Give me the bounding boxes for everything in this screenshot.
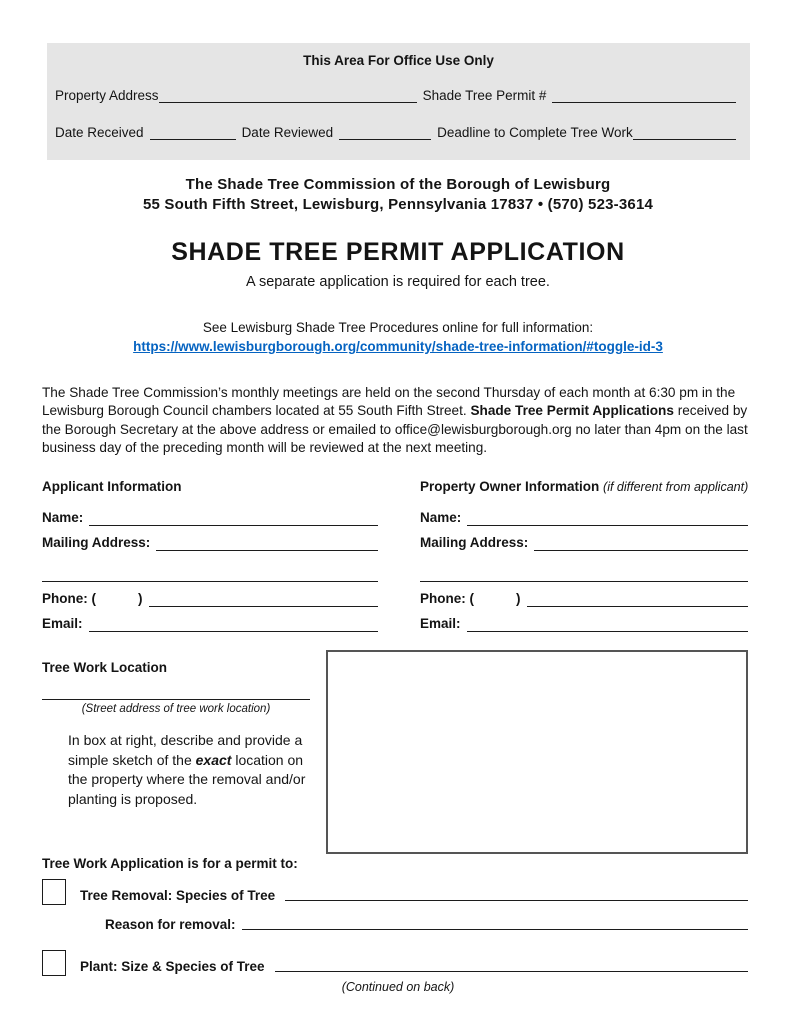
permit-heading: Tree Work Application is for a permit to:	[42, 856, 298, 871]
property-address-line[interactable]	[159, 78, 417, 103]
location-heading: Tree Work Location	[42, 660, 168, 675]
applicant-phone-row	[42, 582, 378, 607]
owner-email-label: Email:	[420, 616, 461, 631]
owner-email-row	[420, 607, 748, 632]
applicant-mailing-line[interactable]	[156, 526, 378, 551]
deadline-label: Deadline to Complete Tree Work	[437, 125, 633, 140]
procedures-note-block	[0, 318, 796, 356]
office-use-title: This Area For Office Use Only	[303, 53, 494, 68]
owner-mailing-row-2	[420, 557, 748, 582]
removal-reason-label: Reason for removal:	[105, 917, 236, 932]
applicant-mailing-line-2[interactable]	[42, 557, 378, 582]
street-address-caption: (Street address of tree work location)	[81, 703, 271, 715]
applicant-email-label: Email:	[42, 616, 83, 631]
applicant-phone-line[interactable]	[149, 582, 379, 607]
contact-columns	[42, 479, 748, 632]
org-name-line: The Shade Tree Commission of the Borough of Lewisburg	[185, 176, 611, 193]
owner-phone-line[interactable]	[527, 582, 749, 607]
owner-mailing-line[interactable]	[534, 526, 748, 551]
continued-on-back-note: (Continued on back)	[341, 980, 455, 994]
intro-text-after: received by the Borough Secretary at the above address or emailed to office@lewisburgborough.org no later than 4pm on the last business day of the preceding month will be reviewed at the next meeting.	[42, 403, 748, 455]
tree-work-location-section	[42, 648, 748, 854]
owner-phone-label: Phone: (	[420, 591, 474, 606]
intro-paragraph	[42, 384, 756, 457]
applicant-email-line[interactable]	[89, 607, 378, 632]
procedures-note: See Lewisburg Shade Tree Procedures online for full information:	[202, 320, 594, 335]
applicant-name-label: Name:	[42, 510, 84, 525]
applicant-phone-label: Phone: (	[42, 591, 96, 606]
office-use-box	[47, 43, 750, 160]
intro-text-bold: Shade Tree Permit Applications	[470, 403, 674, 419]
office-row-1	[55, 78, 736, 103]
permit-options-section	[42, 856, 748, 976]
owner-name-line[interactable]	[467, 501, 748, 526]
date-reviewed-label: Date Reviewed	[241, 125, 334, 140]
applicant-name-row	[42, 501, 378, 526]
permit-number-label: Shade Tree Permit #	[422, 88, 547, 103]
applicant-phone-close: )	[138, 591, 143, 606]
applicant-mailing-label: Mailing Address:	[42, 535, 151, 550]
deadline-line[interactable]	[633, 115, 736, 140]
plant-species-line[interactable]	[275, 971, 748, 972]
owner-heading	[420, 479, 748, 501]
tree-removal-checkbox[interactable]	[42, 879, 66, 905]
applicant-name-line[interactable]	[89, 501, 378, 526]
street-address-line[interactable]	[42, 675, 310, 700]
org-address-line: 55 South Fifth Street, Lewisburg, Pennsylvania 17837 • (570) 523-3614	[142, 196, 654, 213]
location-left-column	[42, 648, 326, 854]
plant-option-row	[42, 950, 748, 976]
page-subtitle: A separate application is required for each tree.	[246, 274, 550, 290]
owner-name-label: Name:	[420, 510, 462, 525]
owner-heading-text: Property Owner Information	[420, 479, 600, 494]
instruction-bold: exact	[195, 751, 232, 768]
owner-phone-close: )	[516, 591, 521, 606]
owner-mailing-line-2[interactable]	[420, 557, 748, 582]
instruction-after: location on the property where the removal and/or planting is proposed.	[68, 751, 306, 807]
office-row-2	[55, 115, 736, 140]
instruction-before: In box at right, describe and provide a simple sketch of the	[68, 732, 303, 768]
owner-section	[420, 479, 748, 632]
applicant-heading: Applicant Information	[42, 479, 182, 494]
owner-mailing-label: Mailing Address:	[420, 535, 529, 550]
date-received-line[interactable]	[150, 115, 236, 140]
applicant-mailing-row-2	[42, 557, 378, 582]
tree-removal-option-row	[42, 879, 748, 905]
org-header	[0, 175, 796, 215]
procedures-link[interactable]: https://www.lewisburgborough.org/community/shade-tree-information/#toggle-id-3	[133, 339, 663, 354]
page-title: SHADE TREE PERMIT APPLICATION	[171, 238, 625, 266]
owner-email-line[interactable]	[467, 607, 749, 632]
applicant-mailing-row	[42, 526, 378, 551]
sketch-box[interactable]	[326, 650, 748, 854]
tree-removal-species-line[interactable]	[285, 900, 748, 901]
owner-phone-row	[420, 582, 748, 607]
owner-mailing-row	[420, 526, 748, 551]
date-reviewed-line[interactable]	[339, 115, 431, 140]
intro-text-before: The Shade Tree Commission’s monthly meetings are held on the second Thursday of each month at 6:30 pm in the Lewisburg Borough Council chambers located at 55 South Fifth Street.	[42, 385, 736, 419]
plant-label: Plant: Size & Species of Tree	[80, 959, 265, 974]
removal-reason-row	[42, 911, 748, 933]
owner-heading-note: (if different from applicant)	[603, 480, 749, 494]
removal-reason-line[interactable]	[242, 929, 748, 930]
owner-name-row	[420, 501, 748, 526]
tree-removal-label: Tree Removal: Species of Tree	[80, 888, 276, 903]
applicant-email-row	[42, 607, 378, 632]
permit-number-line[interactable]	[552, 78, 736, 103]
applicant-section	[42, 479, 378, 632]
property-address-label: Property Address	[55, 88, 159, 103]
plant-checkbox[interactable]	[42, 950, 66, 976]
date-received-label: Date Received	[55, 125, 144, 140]
location-instruction	[68, 731, 322, 809]
